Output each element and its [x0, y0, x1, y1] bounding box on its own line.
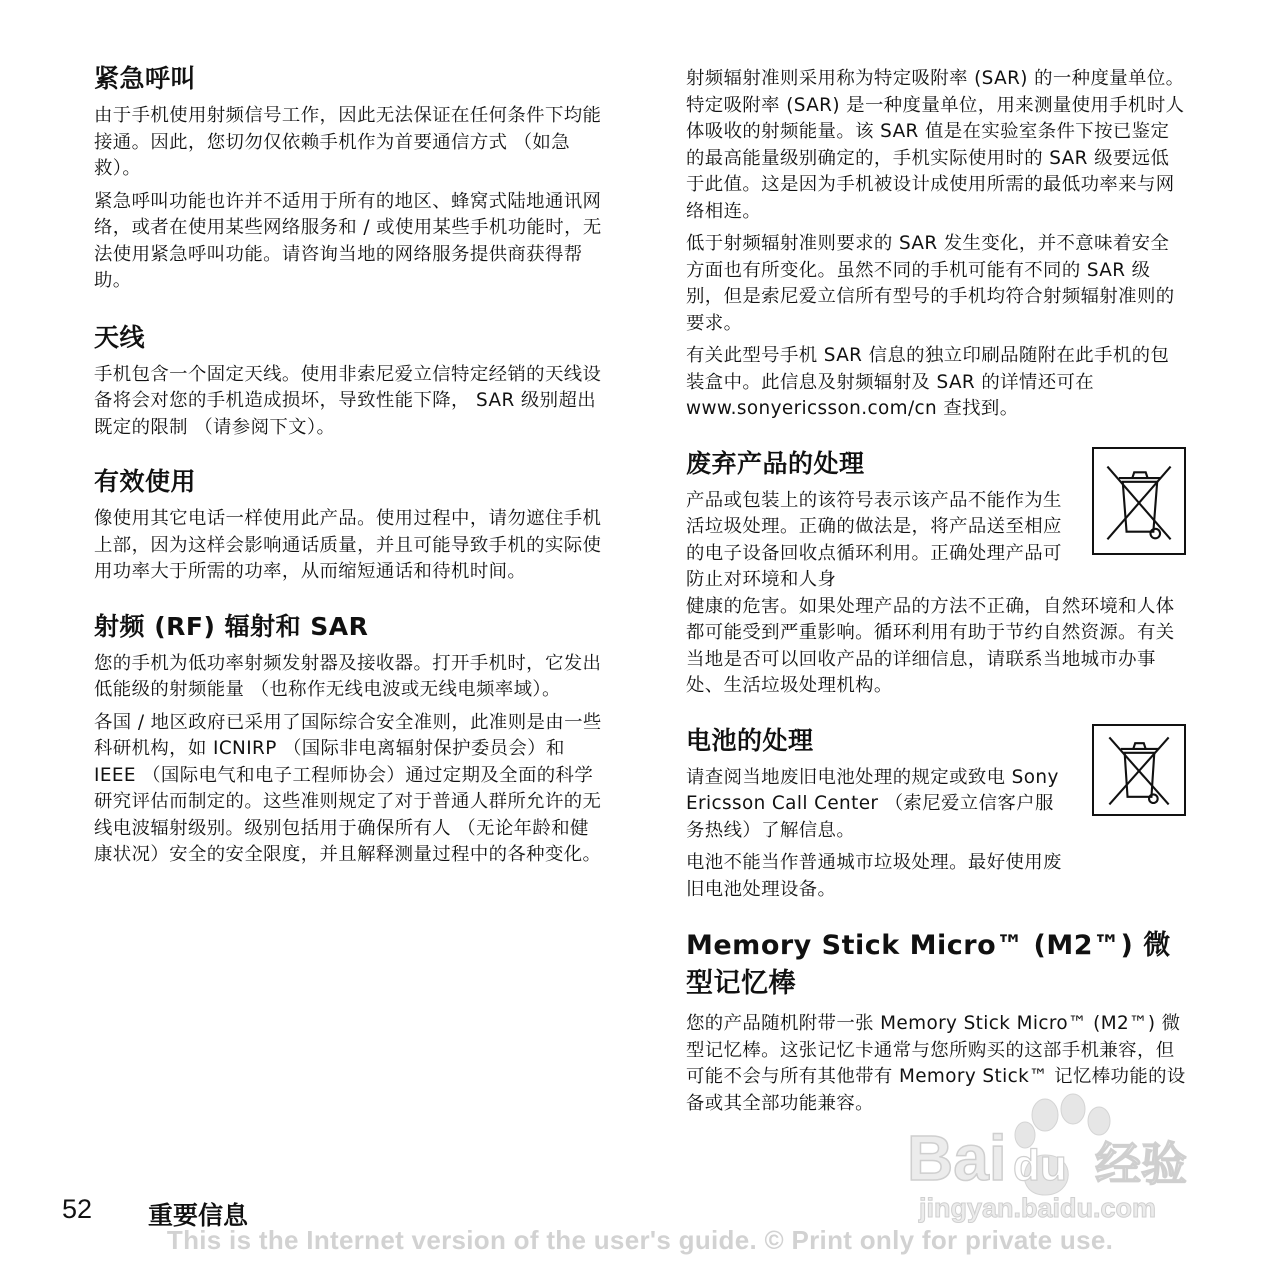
svg-text:jingyan.baidu.com: jingyan.baidu.com: [919, 1193, 1157, 1223]
heading-product-disposal: 废弃产品的处理: [686, 448, 865, 478]
section-battery-disposal: [686, 724, 1186, 904]
paragraph: 紧急呼叫功能也许并不适用于所有的地区、蜂窝式陆地通讯网络，或者在使用某些网络服务和 / 或使用某些手机功能时，无法使用紧急呼叫功能。请咨询当地的网络服务提供商获得帮助。: [94, 190, 602, 291]
crossed-out-bin-icon: [1092, 724, 1186, 816]
paragraph: 手机包含一个固定天线。使用非索尼爱立信特定经销的天线设备将会对您的手机造成损坏，导致性能下降， SAR 级别超出既定的限制 （请参阅下文）。: [94, 363, 602, 438]
section-antenna: [94, 321, 604, 442]
paragraph: 由于手机使用射频信号工作，因此无法保证在任何条件下均能接通。因此，您切勿仅依赖手机作为首要通信方式 （如急救）。: [94, 105, 602, 179]
paragraph: 您的产品随机附带一张 Memory Stick Micro™ (M2™) 微型记忆棒。这张记忆卡通常与您所购买的这部手机兼容，但可能不会与所有其他带有 Memory Stick™ 记忆棒功能的设备或其全部功能兼容。: [686, 1013, 1186, 1114]
paragraph: 请查阅当地废旧电池处理的规定或致电 Sony Ericsson Call Center （索尼爱立信客户服务热线）了解信息。: [686, 766, 1059, 841]
disclaimer-text: This is the Internet version of the user's guide. © Print only for private use.: [166, 1225, 1114, 1255]
paragraph: 产品或包装上的该符号表示该产品不能作为生活垃圾处理。正确的做法是，将产品送至相应的电子设备回收点循环利用。正确处理产品可防止对环境和人身: [686, 489, 1062, 590]
heading-battery-disposal: 电池的处理: [686, 725, 814, 755]
page-number: 52: [62, 1194, 93, 1224]
section-sar-details: [686, 66, 1186, 423]
svg-text:Bai: Bai: [907, 1122, 1007, 1194]
right-column: [686, 66, 1186, 1141]
baidu-watermark-logo: [905, 1085, 1205, 1230]
heading-memory-stick: Memory Stick Micro™ (M2™) 微型记忆棒: [686, 930, 1171, 999]
heading-efficient-use: 有效使用: [94, 467, 197, 496]
crossed-out-bin-icon: [1092, 447, 1186, 555]
section-rf-sar: [94, 610, 604, 869]
paragraph: 各国 / 地区政府已采用了国际综合安全准则，此准则是由一些科研机构，如 ICNIRP （国际非电离辐射保护委员会）和 IEEE （国际电气和电子工程师协会）通过定期及全面的科学研究评估而制定的。这些准则规定了对于普通人群所允许的无线电波辐射级别。级别包括用于确保所有人 （无论年龄和健康状况）安全的安全限度，并且解释测量过程中的各种变化。: [94, 711, 602, 865]
footer-section-title: 重要信息: [148, 1201, 249, 1230]
heading-rf-sar: 射频 (RF) 辐射和 SAR: [94, 611, 369, 641]
left-column: [94, 62, 604, 893]
paragraph: 低于射频辐射准则要求的 SAR 发生变化，并不意味着安全方面也有所变化。虽然不同的手机可能有不同的 SAR 级别，但是索尼爱立信所有型号的手机均符合射频辐射准则的要求。: [686, 233, 1175, 334]
section-product-disposal: [686, 447, 1186, 700]
section-efficient-use: [94, 465, 604, 586]
heading-antenna: 天线: [94, 322, 146, 352]
paragraph: 健康的危害。如果处理产品的方法不正确，自然环境和人体都可能受到严重影响。循环利用有助于节约自然资源。有关当地是否可以回收产品的详细信息，请联系当地城市办事处、生活垃圾处理机构。: [686, 595, 1175, 696]
svg-text:经验: 经验: [1095, 1137, 1187, 1191]
paragraph: 电池不能当作普通城市垃圾处理。最好使用废旧电池处理设备。: [686, 852, 1062, 900]
section-emergency-calls: [94, 62, 604, 295]
svg-text:du: du: [1013, 1141, 1067, 1190]
heading-emergency-calls: 紧急呼叫: [94, 64, 197, 93]
paragraph: 射频辐射准则采用称为特定吸附率 (SAR) 的一种度量单位。特定吸附率 (SAR) 是一种度量单位，用来测量使用手机时人体吸收的射频能量。该 SAR 值是在实验室条件下按已鉴定的最高能量级别确定的，手机实际使用时的 SAR 级要远低于此值。这是因为手机被设计成使用所需的最低功率来与网络相连。: [686, 68, 1185, 222]
paragraph: 像使用其它电话一样使用此产品。使用过程中，请勿遮住手机上部，因为这样会影响通话质量，并且可能导致手机的实际使用功率大于所需的功率，从而缩短通话和待机时间。: [94, 508, 602, 582]
paragraph: 有关此型号手机 SAR 信息的独立印刷品随附在此手机的包装盒中。此信息及射频辐射及 SAR 的详情还可在 www.sonyericsson.com/cn 查找到。: [686, 345, 1170, 419]
paragraph: 您的手机为低功率射频发射器及接收器。打开手机时，它发出低能级的射频能量 （也称作无线电波或无线电频率域）。: [94, 652, 602, 700]
